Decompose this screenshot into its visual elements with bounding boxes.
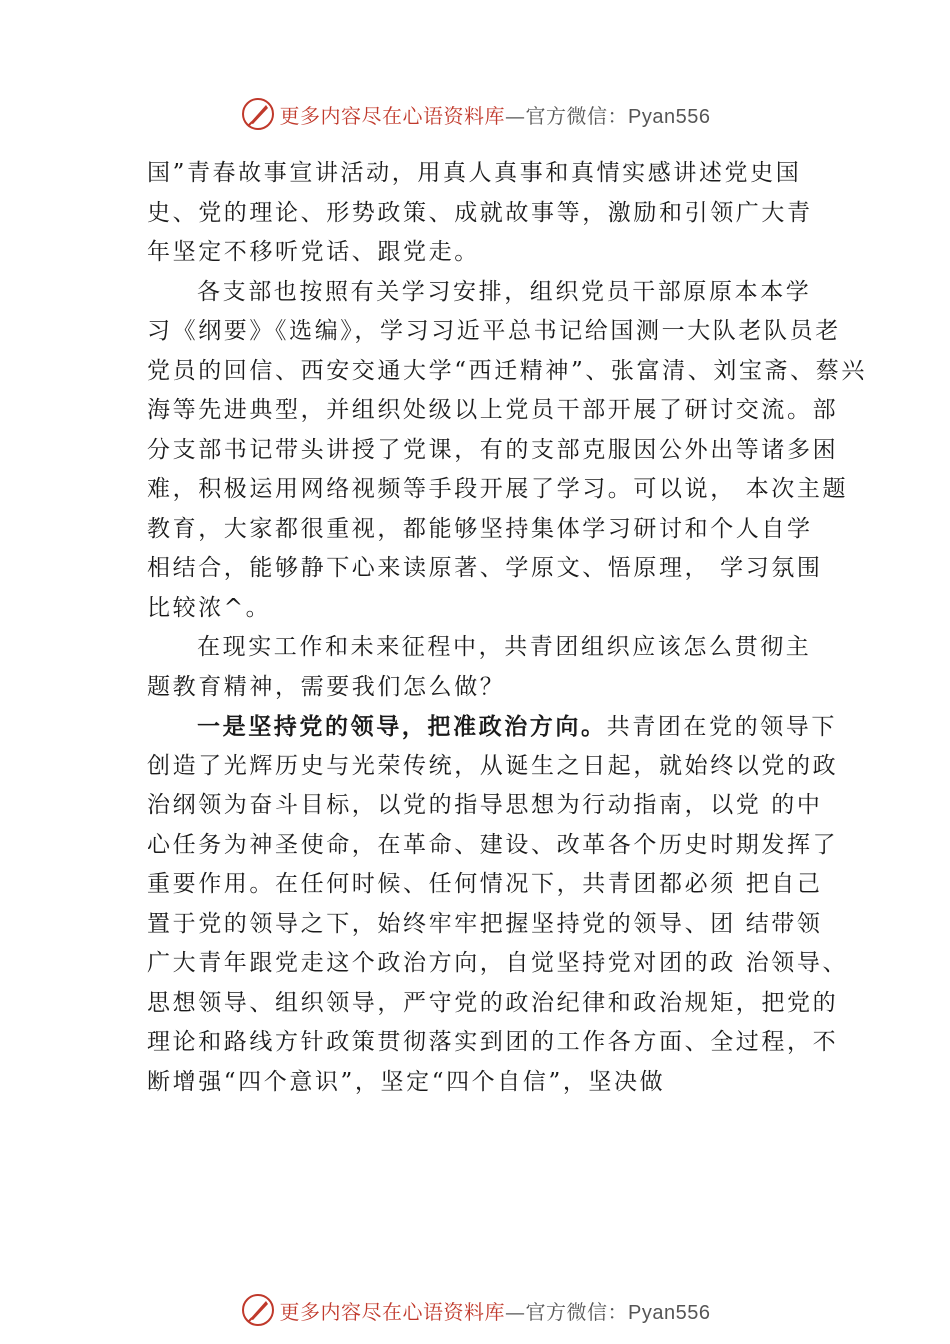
banner-wechat-label: —官方微信： xyxy=(505,1299,629,1324)
banner-text xyxy=(280,1296,711,1325)
banner-wechat-label: —官方微信： xyxy=(505,103,629,128)
text-line: 相结合，能够静下心来读原著、学原文、悟原理， 学习氛围 xyxy=(147,555,823,581)
header-banner xyxy=(0,94,950,134)
document-body xyxy=(147,154,867,1102)
text-line: 广大青年跟党走这个政治方向，自觉坚持党对团的政 治领导、 xyxy=(147,950,849,976)
text-line: 各支部也按照有关学习安排，组织党员干部原原本本学 xyxy=(197,278,812,305)
banner-wechat-id: Pyan556 xyxy=(628,1301,711,1324)
text-line: 海等先进典型，并组织处级以上党员干部开展了研讨交流。部 xyxy=(147,397,839,423)
text-line: 题教育精神，需要我们怎么做？ xyxy=(147,673,506,700)
quill-pen-icon xyxy=(240,1292,276,1328)
text-line: 思想领导、组织领导，严守党的政治纪律和政治规矩，把党的 xyxy=(147,989,839,1016)
text-line: 心任务为神圣使命，在革命、建设、改革各个历史时期发挥了 xyxy=(147,831,839,858)
quill-pen-icon xyxy=(240,96,276,132)
text-line: 在现实工作和未来征程中，共青团组织应该怎么贯彻主 xyxy=(197,634,812,660)
text-line: 年坚定不移听党话、跟党走。 xyxy=(147,239,480,265)
banner-text xyxy=(280,100,711,129)
footer-banner xyxy=(0,1290,950,1330)
text-line: 置于党的领导之下，始终牢牢把握坚持党的领导、团 结带领 xyxy=(147,910,823,937)
text-line: 分支部书记带头讲授了党课，有的支部克服因公外出等诸多困 xyxy=(147,436,839,463)
text-line: 重要作用。在任何时候、任何情况下，共青团都必须 把自己 xyxy=(147,871,823,897)
banner-title: 更多内容尽在心语资料库 xyxy=(279,1299,506,1324)
section-heading-continuation: 共青团在党的领导下 xyxy=(606,714,838,740)
banner-wechat-id: Pyan556 xyxy=(628,105,711,128)
text-line: 创造了光辉历史与光荣传统，从诞生之日起，就始终以党的政 xyxy=(147,752,839,779)
text-line: 党员的回信、西安交通大学“西迁精神”、张富清、刘宝斋、蔡兴 xyxy=(147,357,867,384)
text-line: 国”青春故事宣讲活动，用真人真事和真情实感讲述党史国 xyxy=(147,160,802,186)
text-line: 难，积极运用网络视频等手段开展了学习。可以说， 本次主题 xyxy=(147,476,849,502)
text-line: 习《纲要》《选编》，学习习近平总书记给国测一大队老队员老 xyxy=(147,318,841,344)
text-line: 比较浓^。 xyxy=(147,594,272,621)
text-line: 治纲领为奋斗目标，以党的指导思想为行动指南，以党 的中 xyxy=(147,792,823,818)
banner-title: 更多内容尽在心语资料库 xyxy=(279,103,506,128)
text-line: 史、党的理论、形势政策、成就故事等，激励和引领广大青 xyxy=(147,199,813,226)
text-line: 理论和路线方针政策贯彻落实到团的工作各方面、全过程，不 xyxy=(147,1029,839,1055)
text-line: 断增强“四个意识”，坚定“四个自信”，坚决做 xyxy=(147,1068,666,1095)
text-line: 教育，大家都很重视，都能够坚持集体学习研讨和个人自学 xyxy=(147,515,813,542)
section-heading: 一是坚持党的领导，把准政治方向。 xyxy=(197,713,607,740)
text-line-heading xyxy=(147,707,837,747)
